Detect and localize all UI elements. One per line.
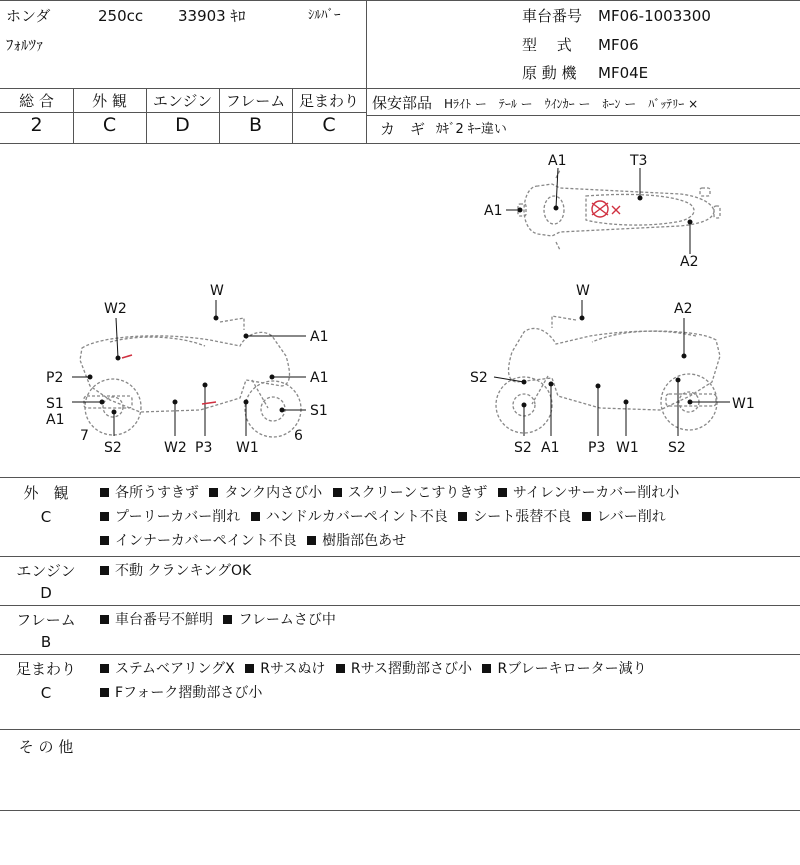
diagram-label: W2: [164, 440, 187, 456]
bullet-square-icon: [100, 536, 109, 545]
key-label: カ ギ: [380, 120, 426, 138]
divider-header-vertical: [366, 0, 367, 143]
section-grade-frame: B: [40, 633, 52, 651]
bullet-square-icon: [251, 512, 260, 521]
section-label-exterior: 外 観: [23, 484, 69, 502]
remark-item: 樹脂部色あせ: [307, 533, 406, 549]
section-items-exterior: [100, 481, 790, 553]
diagram-label: S1: [310, 403, 328, 419]
section-label-other: そ の 他: [18, 738, 74, 756]
diagram-label: P3: [195, 440, 213, 456]
diagram-label: P2: [46, 370, 64, 386]
bullet-square-icon: [100, 512, 109, 521]
bullet-square-icon: [336, 664, 345, 673]
section-items-frame: [100, 608, 790, 632]
diagram-label: S2: [668, 440, 686, 456]
scooter-right-view: [496, 316, 720, 433]
type-label: 型 式: [522, 36, 572, 54]
section-items-engine: [100, 559, 790, 583]
damage-mark: [122, 355, 132, 358]
grade-label-overall: 総 合: [19, 92, 54, 110]
diagram-label: 6: [294, 428, 303, 444]
remark-item: サイレンサーカバー削れ小: [498, 485, 679, 501]
remark-item: 各所うすきず: [100, 485, 199, 501]
diagram-label: A1: [46, 412, 65, 428]
mileage: 33903 ｷﾛ: [178, 7, 246, 25]
remark-item: 車台番号不鮮明: [100, 612, 213, 628]
remark-item: Rサス摺動部さび小: [336, 661, 472, 677]
bullet-square-icon: [307, 536, 316, 545]
divider-safety-mid: [366, 115, 800, 116]
bullet-square-icon: [209, 488, 218, 497]
grade-value-engine: D: [175, 114, 190, 136]
bullet-square-icon: [100, 488, 109, 497]
section-label-suspension: 足まわり: [15, 660, 76, 678]
bullet-square-icon: [100, 566, 109, 575]
divider-section-2: [0, 605, 800, 606]
diagram-label: A1: [541, 440, 560, 456]
section-grade-engine: D: [40, 584, 52, 602]
frame-number-label: 車台番号: [522, 7, 583, 25]
divider-diagram-bottom: [0, 477, 800, 478]
displacement: 250cc: [98, 7, 144, 25]
damage-mark: [202, 402, 216, 404]
border-top: [0, 0, 800, 1]
bullet-square-icon: [100, 688, 109, 697]
diagram-label: W: [576, 283, 590, 299]
remark-item: Rブレーキローター減り: [482, 661, 646, 677]
bullet-square-icon: [100, 664, 109, 673]
safety-items: Hﾗｲﾄ ー ﾃｰﾙ ー ｳｲﾝｶｰ ー ﾎｰﾝ ー ﾊﾞｯﾃﾘｰ ×: [444, 97, 699, 111]
diagram-label: S1: [46, 396, 64, 412]
grade-label-frame: フレーム: [225, 92, 286, 110]
section-grade-suspension: C: [40, 684, 52, 702]
diagram-label: P3: [588, 440, 606, 456]
diagram-label: W1: [236, 440, 259, 456]
section-label-engine: エンジン: [16, 562, 76, 580]
diagram-label: A2: [680, 254, 699, 270]
bullet-square-icon: [498, 488, 507, 497]
divider-section-5: [0, 810, 800, 811]
grade-value-overall: 2: [30, 114, 43, 136]
engine-label: 原 動 機: [522, 64, 577, 82]
remark-item: フレームさび中: [223, 612, 335, 628]
diagram-label: S2: [104, 440, 122, 456]
color: ｼﾙﾊﾞｰ: [308, 8, 341, 23]
bullet-square-icon: [223, 615, 232, 624]
diagram-label: S2: [514, 440, 532, 456]
maker: ホンダ: [6, 7, 51, 25]
remark-item: 不動 クランキングOK: [100, 563, 251, 579]
section-items-suspension: [100, 657, 790, 705]
diagram-label: W1: [616, 440, 639, 456]
diagram-label: T3: [630, 153, 648, 169]
divider-section-3: [0, 654, 800, 655]
grade-value-frame: B: [248, 114, 263, 136]
damage-diagram: [0, 143, 800, 477]
remark-item: ハンドルカバーペイント不良: [251, 509, 448, 525]
diagram-label: A1: [310, 370, 329, 386]
remark-item: ステムベアリングX: [100, 661, 235, 677]
divider-header: [0, 88, 800, 89]
remark-item: Rサスぬけ: [245, 661, 325, 677]
bullet-square-icon: [458, 512, 467, 521]
type-value: MF06: [598, 36, 639, 54]
remark-item: Fフォーク摺動部さび小: [100, 685, 262, 701]
remark-item: タンク内さび小: [209, 485, 322, 501]
divider-grades-mid: [0, 112, 366, 113]
grade-value-suspension: C: [322, 114, 336, 136]
section-grade-exterior: C: [40, 508, 52, 526]
remark-item: スクリーンこすりきず: [333, 485, 488, 501]
key-value: ｶｷﾞ2 ｷｰ違い: [436, 122, 507, 137]
diagram-label: A2: [674, 301, 693, 317]
grade-label-suspension: 足まわり: [298, 92, 359, 110]
frame-number: MF06-1003300: [598, 7, 711, 25]
section-label-frame: フレーム: [16, 611, 76, 629]
diagram-label: A1: [484, 203, 503, 219]
diagram-label: A1: [310, 329, 329, 345]
remark-item: インナーカバーペイント不良: [100, 533, 297, 549]
bullet-square-icon: [482, 664, 491, 673]
diagram-label: 7: [80, 428, 89, 444]
diagram-label: W2: [104, 301, 127, 317]
diagram-label: W: [210, 283, 224, 299]
damage-mark: [592, 203, 620, 215]
bullet-square-icon: [582, 512, 591, 521]
model-name: ﾌｫﾙﾂｧ: [6, 36, 44, 54]
diagram-label: S2: [470, 370, 488, 386]
grade-label-exterior: 外 観: [92, 92, 127, 110]
grade-value-exterior: C: [102, 114, 117, 136]
diagram-label: W1: [732, 396, 755, 412]
grade-label-engine: エンジン: [152, 92, 213, 110]
divider-section-4: [0, 729, 800, 730]
right-view-leaders: [494, 300, 730, 436]
safety-label: 保安部品: [372, 94, 433, 112]
engine-value: MF04E: [598, 64, 649, 82]
remark-item: レバー削れ: [582, 509, 666, 525]
diagram-label: A1: [548, 153, 567, 169]
bullet-square-icon: [245, 664, 254, 673]
remark-item: プーリーカバー削れ: [100, 509, 240, 525]
remark-item: シート張替不良: [458, 509, 571, 525]
divider-section-1: [0, 556, 800, 557]
bullet-square-icon: [100, 615, 109, 624]
bullet-square-icon: [333, 488, 342, 497]
